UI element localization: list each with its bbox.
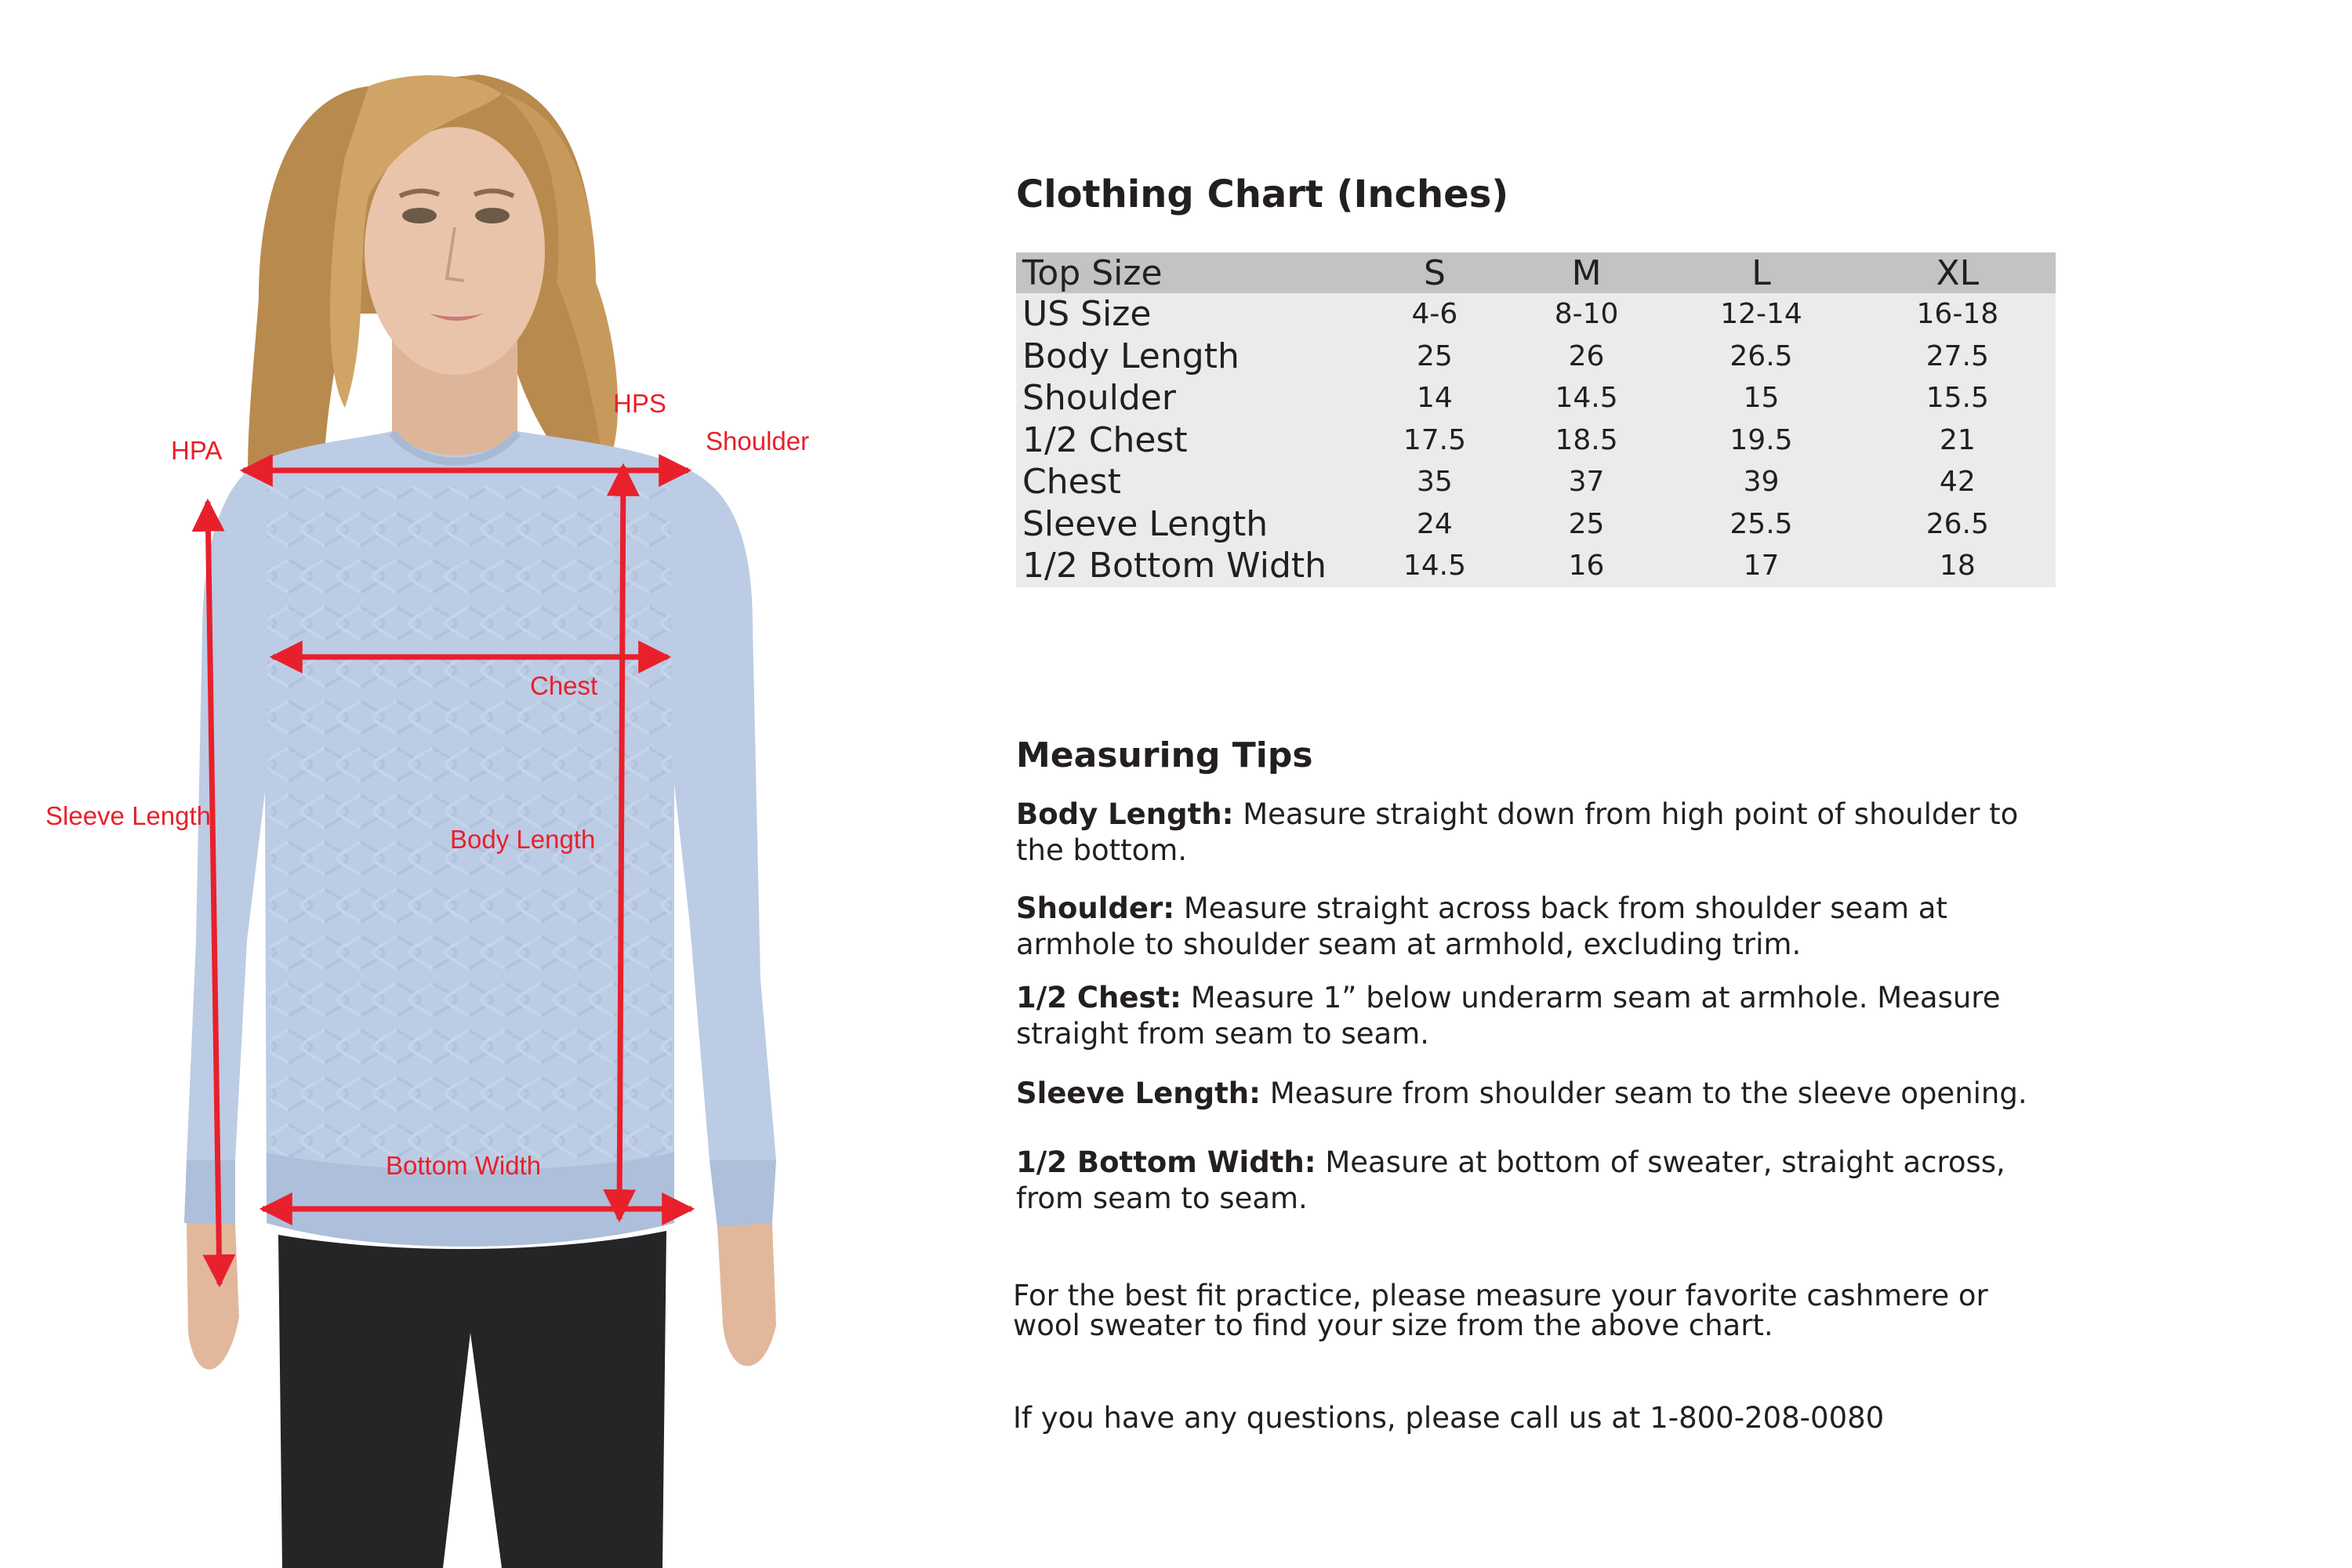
- table-cell: 27.5: [1926, 339, 1989, 372]
- pants: [278, 1231, 666, 1568]
- tip-term: Body Length:: [1016, 797, 1234, 831]
- table-cell: 14: [1417, 382, 1453, 415]
- body-length-arrow: [619, 466, 623, 1219]
- table-cell: 25.5: [1730, 507, 1793, 540]
- tip-term: Shoulder:: [1016, 891, 1175, 925]
- sleeve-length-label: Sleeve Length: [45, 801, 212, 830]
- model-illustration: [0, 0, 925, 1568]
- tip-body-length: [1016, 797, 2035, 869]
- table-cell: 17: [1743, 550, 1780, 583]
- table-row: [1016, 336, 2056, 378]
- hpa-label: HPA: [171, 436, 223, 465]
- tip-text: Measure straight down from high point of shoulder to the bottom.: [1016, 797, 2019, 867]
- table-row: [1016, 377, 2056, 419]
- table-cell: 17.5: [1403, 423, 1466, 456]
- model-photo-panel: [0, 0, 925, 1568]
- table-cell: 26.5: [1730, 339, 1793, 372]
- tip-text: Measure from shoulder seam to the sleeve opening.: [1269, 1076, 2027, 1110]
- table-row: [1016, 293, 2056, 336]
- tip-shoulder: [1016, 891, 2035, 963]
- table-header-row: [1016, 252, 2056, 293]
- header-size-l: L: [1751, 252, 1771, 293]
- fit-note: For the best fit practice, please measure your favorite cashmere or wool sweater to find your size from the above chart.: [1013, 1279, 1988, 1342]
- tip-text: Measure straight across back from shoulder seam at armhole to shoulder seam at armhold, excluding trim.: [1016, 891, 1947, 961]
- size-chart-table: [1016, 252, 2056, 587]
- row-label: 1/2 Chest: [1022, 419, 1188, 460]
- tip-term: 1/2 Chest:: [1016, 981, 1181, 1014]
- chest-label: Chest: [530, 671, 598, 700]
- tip-half-bottom-width: [1016, 1145, 2035, 1217]
- body-length-label: Body Length: [450, 825, 596, 854]
- table-cell: 16: [1568, 550, 1605, 583]
- table-cell: 25: [1568, 507, 1605, 540]
- tip-term: 1/2 Bottom Width:: [1016, 1145, 1316, 1179]
- table-cell: 18.5: [1555, 423, 1618, 456]
- header-size-s: S: [1423, 252, 1446, 293]
- header-size-xl: XL: [1936, 252, 1980, 293]
- table-cell: 18: [1939, 550, 1976, 583]
- table-row: [1016, 545, 2056, 587]
- table-cell: 35: [1417, 466, 1453, 499]
- tip-term: Sleeve Length:: [1016, 1076, 1261, 1110]
- table-row: [1016, 461, 2056, 503]
- tip-text: Measure at bottom of sweater, straight across, from seam to seam.: [1016, 1145, 2005, 1215]
- table-row: [1016, 419, 2056, 462]
- table-cell: 24: [1417, 507, 1453, 540]
- table-cell: 15.5: [1926, 382, 1989, 415]
- row-label: Sleeve Length: [1022, 503, 1269, 544]
- table-cell: 21: [1939, 423, 1976, 456]
- tip-half-chest: [1016, 980, 2035, 1052]
- face: [365, 127, 545, 375]
- left-hand: [187, 1223, 239, 1370]
- row-label: Shoulder: [1022, 378, 1176, 419]
- bottom-width-label: Bottom Width: [386, 1151, 542, 1180]
- table-cell: 26: [1568, 339, 1605, 372]
- right-hand: [717, 1223, 776, 1367]
- table-cell: 19.5: [1730, 423, 1793, 456]
- table-cell: 42: [1939, 466, 1976, 499]
- row-label: Chest: [1022, 462, 1121, 503]
- table-cell: 14.5: [1403, 550, 1466, 583]
- header-size-m: M: [1571, 252, 1602, 293]
- tip-text: Measure 1” below underarm seam at armhole. Measure straight from seam to seam.: [1016, 981, 2001, 1051]
- table-cell: 26.5: [1926, 507, 1989, 540]
- table-row: [1016, 503, 2056, 546]
- table-cell: 15: [1743, 382, 1780, 415]
- tip-sleeve-length: [1016, 1076, 2035, 1112]
- row-label: 1/2 Bottom Width: [1022, 546, 1327, 586]
- table-cell: 8-10: [1554, 298, 1619, 331]
- table-cell: 25: [1417, 339, 1453, 372]
- table-cell: 37: [1568, 466, 1605, 499]
- table-cell: 4-6: [1411, 298, 1458, 331]
- table-cell: 14.5: [1555, 382, 1618, 415]
- shoulder-label: Shoulder: [706, 426, 810, 456]
- row-label: Body Length: [1022, 336, 1240, 376]
- chart-title: Clothing Chart (Inches): [1016, 172, 1509, 216]
- hps-label: HPS: [613, 389, 666, 418]
- header-top-size: Top Size: [1022, 252, 1163, 293]
- contact-note: If you have any questions, please call us at 1-800-208-0080: [1013, 1401, 1885, 1435]
- row-label: US Size: [1022, 294, 1152, 335]
- table-cell: 16-18: [1916, 298, 1999, 331]
- table-cell: 12-14: [1720, 298, 1802, 331]
- table-cell: 39: [1743, 466, 1780, 499]
- measuring-tips-title: Measuring Tips: [1016, 735, 1313, 775]
